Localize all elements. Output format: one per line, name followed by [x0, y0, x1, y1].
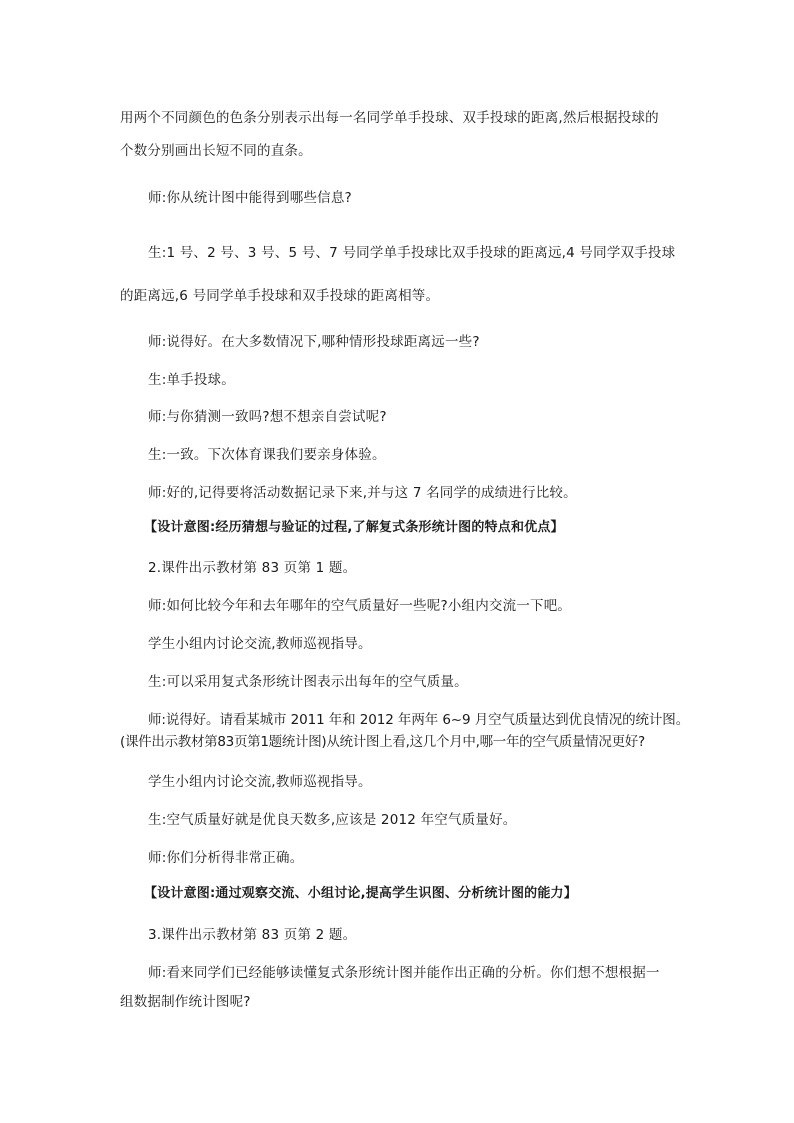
student-line: 生:可以采用复式条形统计图表示出每年的空气质量。	[148, 674, 468, 690]
text-line: 的距离远,6 号同学单手投球和双手投球的距离相等。	[120, 288, 440, 304]
teacher-line: 师:与你猜测一致吗?想不想亲自尝试呢?	[148, 409, 387, 425]
text-line: (课件出示教材第83页第1题统计图)从统计图上看,这几个月中,哪一年的空气质量情况更好?	[120, 734, 645, 750]
text-line: 组数据制作统计图呢?	[120, 994, 251, 1010]
student-line: 生:空气质量好就是优良天数多,应该是 2012 年空气质量好。	[148, 812, 517, 828]
text-line: 学生小组内讨论交流,教师巡视指导。	[148, 774, 372, 790]
teacher-line: 师:你从统计图中能得到哪些信息?	[148, 190, 352, 206]
student-line: 生:1 号、2 号、3 号、5 号、7 号同学单手投球比双手投球的距离远,4 号同学双手投球	[148, 245, 676, 261]
teacher-line: 师:好的,记得要将活动数据记录下来,并与这 7 名同学的成绩进行比较。	[148, 485, 577, 501]
text-line: 个数分别画出长短不同的直条。	[120, 143, 312, 159]
design-intent-note: 【设计意图:通过观察交流、小组讨论,提高学生识图、分析统计图的能力】	[144, 886, 577, 901]
teacher-line: 师:如何比较今年和去年哪年的空气质量好一些呢?小组内交流一下吧。	[148, 598, 572, 614]
teacher-line: 师:看来同学们已经能够读懂复式条形统计图并能作出正确的分析。你们想不想根据一	[148, 965, 660, 981]
teacher-line: 师:你们分析得非常正确。	[148, 850, 304, 866]
teacher-line: 师:说得好。请看某城市 2011 年和 2012 年两年 6~9 月空气质量达到优良情况的统计图。	[148, 712, 690, 728]
student-line: 生:单手投球。	[148, 372, 235, 388]
exercise-heading: 3.课件出示教材第 83 页第 2 题。	[148, 927, 357, 943]
exercise-heading: 2.课件出示教材第 83 页第 1 题。	[148, 560, 357, 576]
teacher-line: 师:说得好。在大多数情况下,哪种情形投球距离远一些?	[148, 334, 480, 350]
student-line: 生:一致。下次体育课我们要亲身体验。	[148, 447, 386, 463]
text-line: 学生小组内讨论交流,教师巡视指导。	[148, 636, 372, 652]
text-line: 用两个不同颜色的色条分别表示出每一名同学单手投球、双手投球的距离,然后根据投球的	[120, 110, 659, 126]
design-intent-note: 【设计意图:经历猜想与验证的过程,了解复式条形统计图的特点和优点】	[144, 520, 564, 535]
